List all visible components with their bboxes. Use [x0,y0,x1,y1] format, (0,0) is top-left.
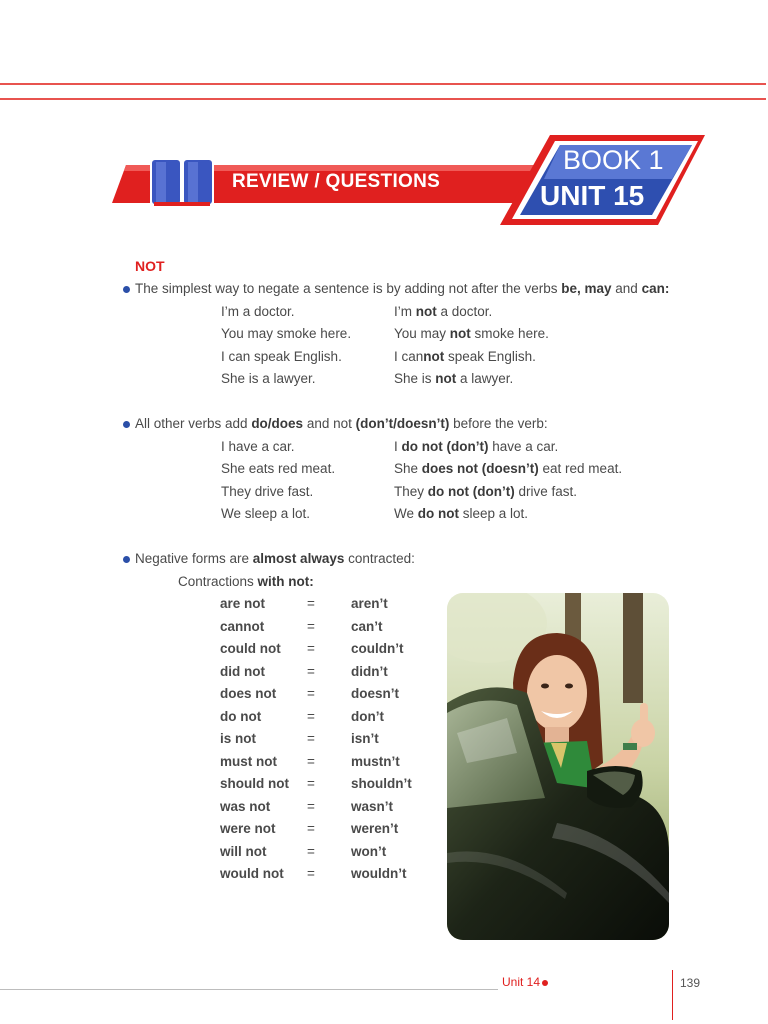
example-right: She does not (doesn’t) eat red meat. [394,461,623,476]
equals-sign: = [307,686,315,701]
section-heading: NOT [135,258,165,274]
bullet-icon [123,421,130,428]
contraction-full: cannot [220,619,265,634]
equals-sign: = [307,731,315,746]
contraction-full: were not [220,821,276,836]
bullet1-text: The simplest way to negate a sentence is by adding not after the verbs be, may and can: [135,281,670,296]
contraction-full: must not [220,754,277,769]
example-left: They drive fast. [221,484,314,499]
contraction-short: shouldn’t [351,776,412,791]
example-right: She is not a lawyer. [394,371,514,386]
contraction-short: can’t [351,619,383,634]
equals-sign: = [307,709,315,724]
contraction-short: mustn’t [351,754,400,769]
equals-sign: = [307,844,315,859]
contractions-label: Contractions with not: [178,574,314,589]
example-left: She eats red meat. [221,461,336,476]
contraction-full: does not [220,686,277,701]
example-left: I have a car. [221,439,295,454]
contraction-full: will not [220,844,267,859]
example-left: She is a lawyer. [221,371,316,386]
contraction-full: is not [220,731,256,746]
equals-sign: = [307,596,315,611]
bullet-icon [123,286,130,293]
equals-sign: = [307,821,315,836]
book-label: BOOK 1 [563,145,664,175]
contraction-short: don’t [351,709,384,724]
page-number: 139 [680,976,701,990]
bullet-icon [123,556,130,563]
contraction-full: do not [220,709,262,724]
footer-unit-label: Unit 14 [502,975,541,989]
example-left: We sleep a lot. [221,506,311,521]
footer-dot-icon [542,980,548,986]
equals-sign: = [307,619,315,634]
equals-sign: = [307,776,315,791]
equals-sign: = [307,866,315,881]
contraction-full: was not [220,799,271,814]
contraction-short: wouldn’t [351,866,407,881]
example-left: You may smoke here. [221,326,352,341]
banner-title: REVIEW / QUESTIONS [232,171,441,192]
book-icon [148,158,216,208]
example-left: I can speak English. [221,349,342,364]
top-rule-2 [0,98,766,100]
example-right: I do not (don’t) have a car. [394,439,559,454]
footer-rule [0,989,498,990]
contraction-full: would not [220,866,284,881]
contraction-short: didn’t [351,664,388,679]
contraction-short: weren’t [351,821,399,836]
contraction-short: wasn’t [351,799,394,814]
contraction-short: won’t [351,844,387,859]
equals-sign: = [307,664,315,679]
unit-label: UNIT 15 [540,180,645,211]
contraction-short: aren’t [351,596,388,611]
contraction-short: isn’t [351,731,379,746]
example-right: I cannot speak English. [394,349,536,364]
example-right: They do not (don’t) drive fast. [394,484,578,499]
contraction-full: should not [220,776,289,791]
equals-sign: = [307,641,315,656]
top-rule-1 [0,83,766,85]
example-right: We do not sleep a lot. [394,506,529,521]
bullet2-text: All other verbs add do/does and not (don’t/doesn’t) before the verb: [135,416,548,431]
equals-sign: = [307,754,315,769]
footer-divider [672,970,673,1020]
equals-sign: = [307,799,315,814]
contraction-full: could not [220,641,281,656]
contraction-short: couldn’t [351,641,404,656]
bullet3-text: Negative forms are almost always contracted: [135,551,415,566]
example-left: I’m a doctor. [221,304,295,319]
contraction-full: are not [220,596,266,611]
example-right: You may not smoke here. [394,326,549,341]
contraction-full: did not [220,664,265,679]
photo-woman-in-car [447,593,669,940]
example-right: I’m not a doctor. [394,304,493,319]
contraction-short: doesn’t [351,686,400,701]
